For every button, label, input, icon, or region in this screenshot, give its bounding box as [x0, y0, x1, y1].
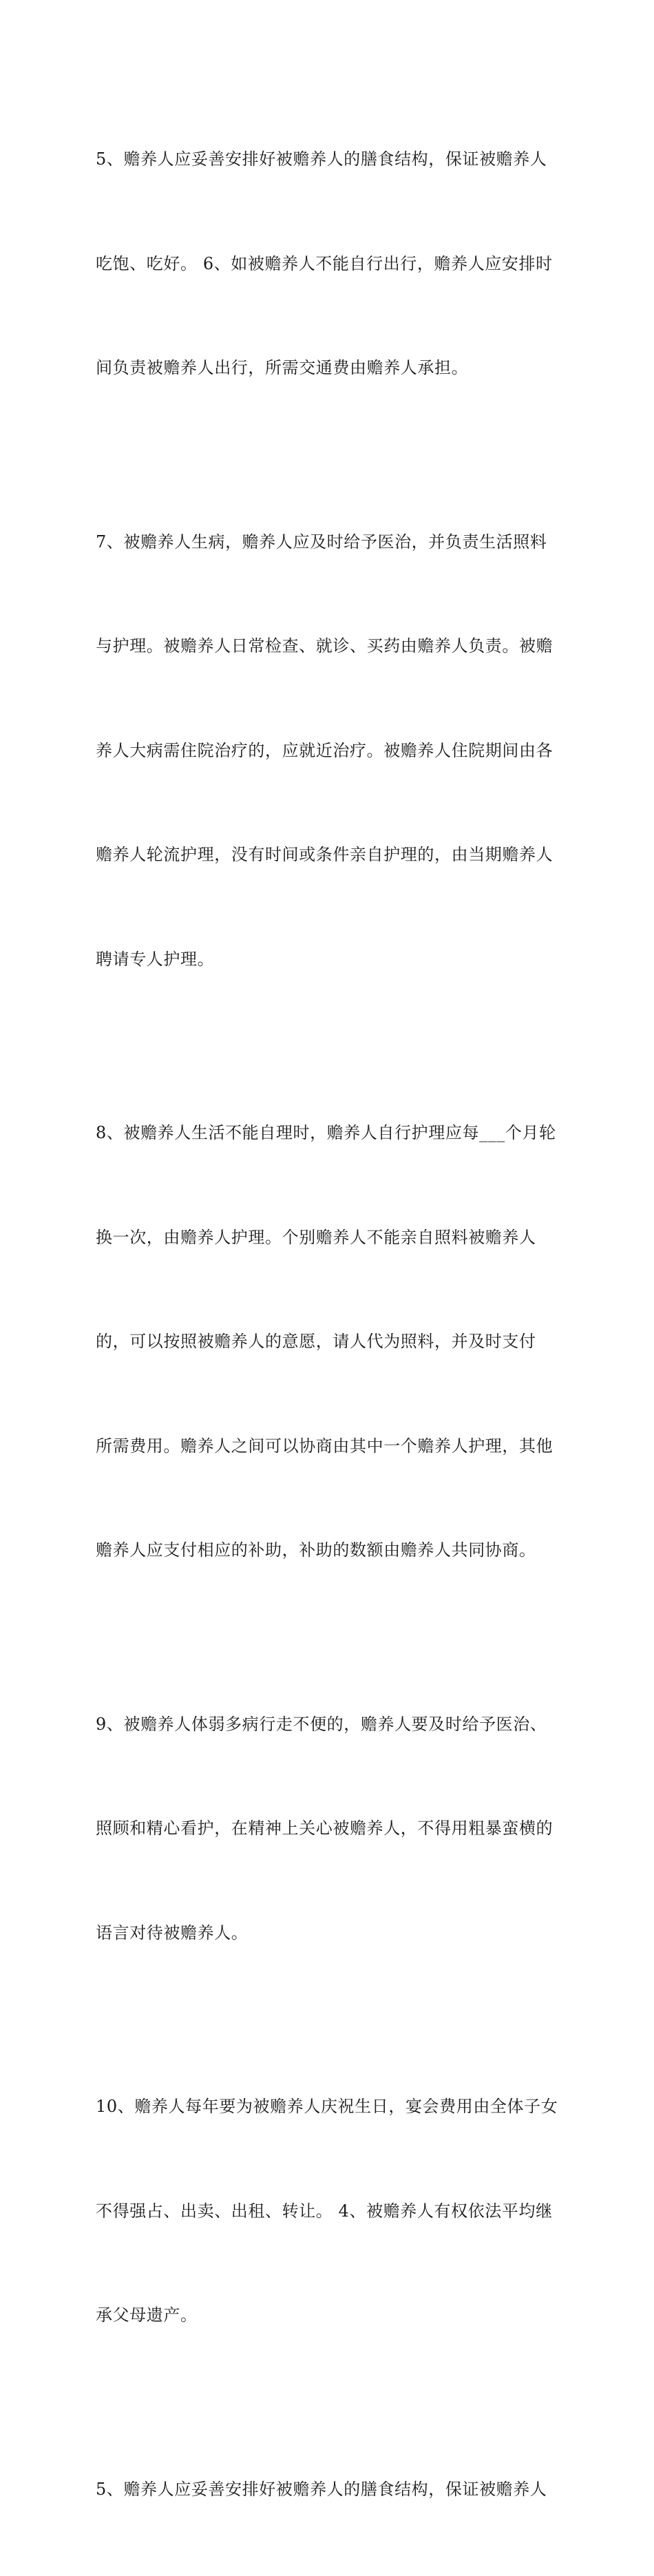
paragraph-item-10: [96, 2020, 571, 2402]
text-line: 换一次，由赡养人护理。个别赡养人不能亲自照料被赡养人: [96, 1220, 571, 1255]
text-line: 照顾和精心看护，在精神上关心被赡养人，不得用粗暴蛮横的: [96, 1811, 571, 1846]
text-line: 的，可以按照被赡养人的意愿，请人代为照料，并及时支付: [96, 1324, 571, 1359]
document-page: [0, 0, 654, 846]
text-line: 与护理。被赡养人日常检查、就诊、买药由赡养人负责。被赡: [96, 629, 571, 664]
paragraph-item-9: [96, 1637, 571, 2020]
paragraph-item-7: [96, 455, 571, 1047]
paragraph-item-5-repeat: [96, 2402, 571, 2576]
text-line: 承父母遗产。: [96, 2298, 571, 2333]
text-line: 不得强占、出卖、出租、转让。 4、被赡养人有权依法平均继: [96, 2194, 571, 2229]
text-line: 语言对待被赡养人。: [96, 1916, 571, 1951]
text-line: 养人大病需住院治疗的，应就近治疗。被赡养人住院期间由各: [96, 733, 571, 768]
text-line: 5、赡养人应妥善安排好被赡养人的膳食结构，保证被赡养人: [96, 2472, 571, 2507]
text-line: 吃饱、吃好。 6、如被赡养人不能自行出行，赡养人应安排时: [96, 247, 571, 282]
paragraph-item-5: [96, 72, 571, 455]
text-line: 9、被赡养人体弱多病行走不便的，赡养人要及时给予医治、: [96, 1707, 571, 1742]
text-line: 赡养人轮流护理，没有时间或条件亲自护理的，由当期赡养人: [96, 837, 571, 872]
text-line: 5、赡养人应妥善安排好被赡养人的膳食结构，保证被赡养人: [96, 142, 571, 177]
text-line: 7、被赡养人生病，赡养人应及时给予医治，并负责生活照料: [96, 525, 571, 560]
document-body: [96, 72, 571, 2576]
text-line: 10、赡养人每年要为被赡养人庆祝生日，宴会费用由全体子女: [96, 2089, 571, 2124]
text-line: 赡养人应支付相应的补助，补助的数额由赡养人共同协商。: [96, 1533, 571, 1568]
text-line: 间负责被赡养人出行，所需交通费由赡养人承担。: [96, 350, 571, 386]
text-line: 聘请专人护理。: [96, 942, 571, 977]
text-line: 8、被赡养人生活不能自理时，赡养人自行护理应每___个月轮: [96, 1116, 571, 1151]
text-line: 所需费用。赡养人之间可以协商由其中一个赡养人护理，其他: [96, 1429, 571, 1464]
paragraph-item-8: [96, 1046, 571, 1637]
